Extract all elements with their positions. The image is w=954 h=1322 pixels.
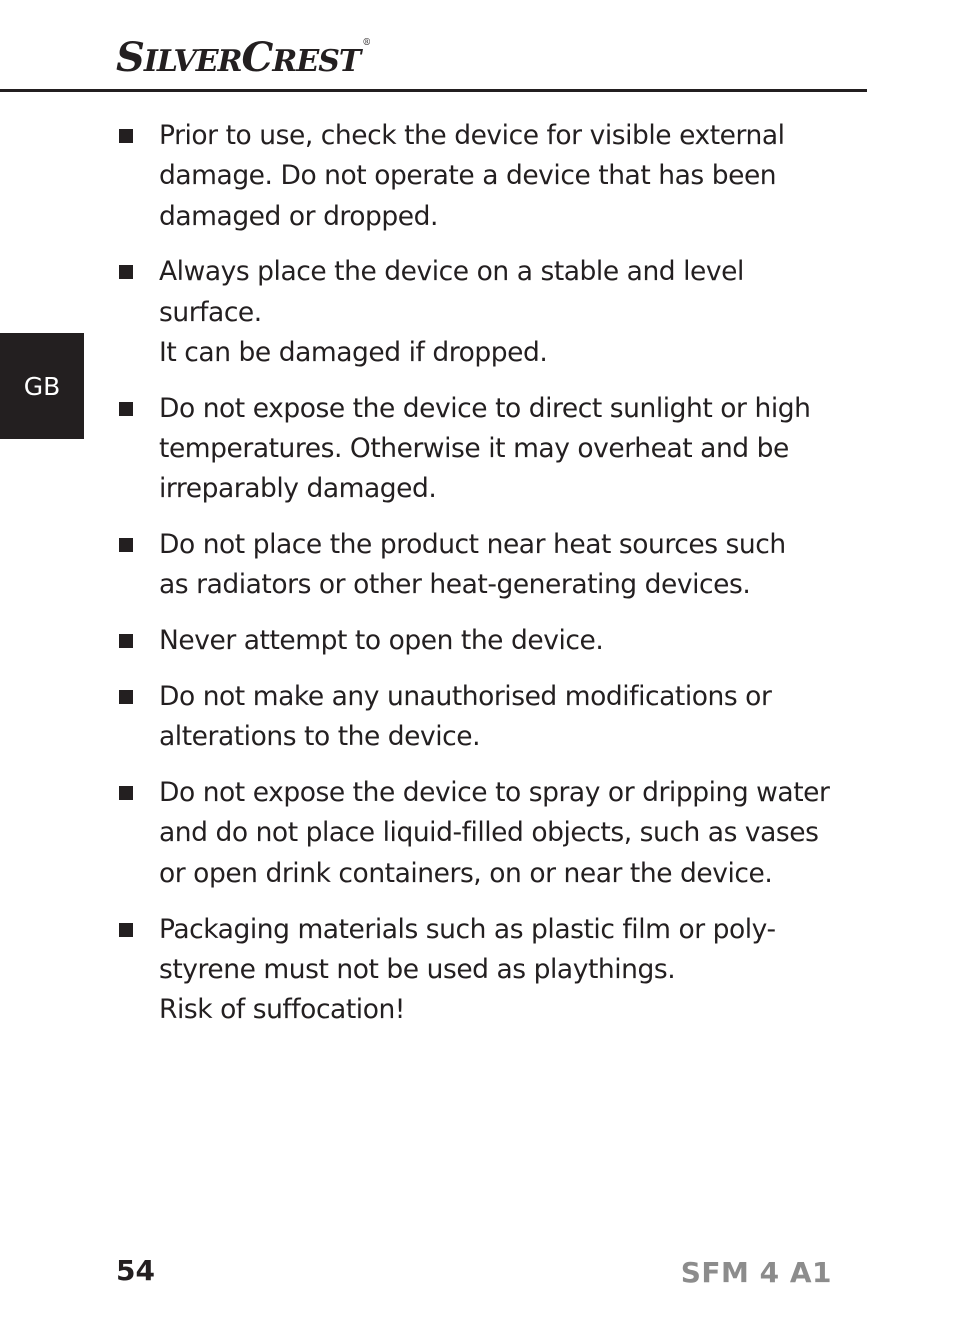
square-bullet-icon	[119, 634, 133, 648]
list-item	[116, 910, 846, 1031]
square-bullet-icon	[119, 786, 133, 800]
language-tab	[0, 333, 84, 439]
page-number: 54	[116, 1254, 155, 1287]
list-item-text: Do not expose the device to direct sunlight or high temperatures. Otherwise it may overheat and be irreparably damaged.	[159, 392, 811, 505]
list-item	[116, 116, 846, 237]
safety-instructions-list	[116, 116, 846, 1046]
square-bullet-icon	[119, 690, 133, 704]
list-item	[116, 525, 846, 606]
list-item-text: Packaging materials such as plastic film or poly- styrene must not be used as playthings. Risk of suffocation!	[159, 913, 776, 1026]
list-item	[116, 677, 846, 758]
list-item	[116, 621, 846, 661]
list-item-text: Prior to use, check the device for visible external damage. Do not operate a device that has been damaged or dropped.	[159, 120, 785, 232]
logo-letter-s: S	[116, 34, 144, 81]
list-item	[116, 773, 846, 894]
model-number: SFM 4 A1	[680, 1256, 832, 1289]
square-bullet-icon	[119, 538, 133, 552]
list-item-text: Never attempt to open the device.	[159, 625, 604, 657]
logo-letters-rest: REST	[272, 44, 361, 79]
square-bullet-icon	[119, 402, 133, 416]
square-bullet-icon	[119, 265, 133, 279]
list-item	[116, 389, 846, 510]
registered-mark: ®	[362, 38, 371, 48]
brand-logo	[116, 34, 371, 81]
logo-letter-c: C	[241, 34, 273, 81]
list-item-text: Do not place the product near heat sources such as radiators or other heat-generating devices.	[159, 529, 786, 601]
list-item-text: Always place the device on a stable and level surface. It can be damaged if dropped.	[159, 256, 744, 368]
list-item-text: Do not make any unauthorised modifications or alterations to the device.	[159, 681, 772, 753]
logo-letters-ilver: ILVER	[143, 44, 242, 79]
square-bullet-icon	[119, 923, 133, 937]
list-item	[116, 252, 846, 373]
list-item-text: Do not expose the device to spray or dripping water and do not place liquid-filled objects, such as vases or open drink containers, on or near the device.	[159, 777, 830, 889]
square-bullet-icon	[119, 129, 133, 143]
header-divider	[0, 89, 867, 92]
language-tab-label: GB	[23, 371, 61, 401]
